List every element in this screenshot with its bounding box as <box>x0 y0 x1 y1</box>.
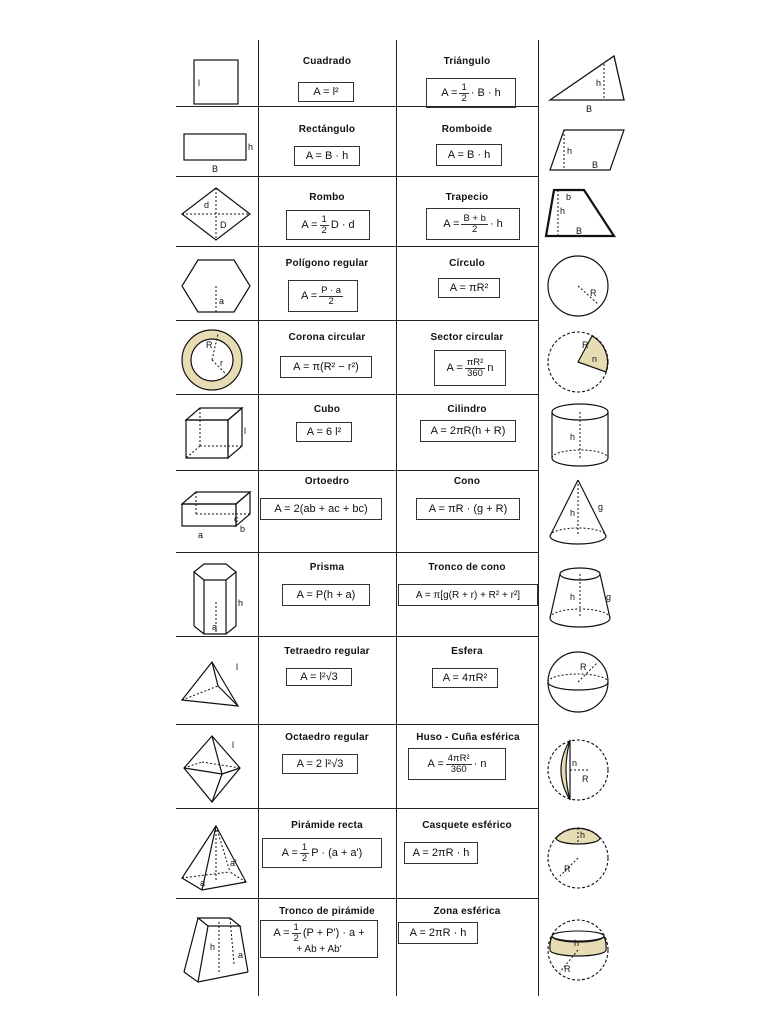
svg-text:h: h <box>238 598 244 608</box>
row-divider <box>176 808 538 809</box>
sphere-figure <box>546 650 610 714</box>
row-divider <box>176 176 538 177</box>
svg-text:a: a <box>219 296 225 306</box>
svg-text:h: h <box>580 830 586 840</box>
shape-name: Pirámide recta <box>291 820 363 831</box>
row-divider <box>176 246 538 247</box>
formula-box: A = π(R² − r²) <box>280 356 372 378</box>
shape-name: Cubo <box>313 404 341 415</box>
formula-box: A = l²√3 <box>286 668 352 686</box>
formula-box: A = $\frac{\text{4πR²}}{360}$ · n <box>408 748 506 780</box>
svg-text:a: a <box>212 622 218 632</box>
svg-text:a: a <box>200 878 206 888</box>
formula-box: A = P(h + a) <box>282 584 370 606</box>
spherical-zone-figure <box>546 916 610 982</box>
annulus-figure <box>180 328 244 392</box>
row-divider <box>176 636 538 637</box>
shape-name: Rectángulo <box>298 124 356 135</box>
column-divider <box>538 40 539 996</box>
shape-name: Rombo <box>309 192 345 203</box>
triangle-figure <box>548 54 628 116</box>
svg-text:a: a <box>238 950 244 960</box>
svg-text:h: h <box>567 146 573 156</box>
spherical-cap-figure <box>546 824 610 890</box>
shape-name: Huso - Cuña esférica <box>416 732 520 743</box>
svg-text:g: g <box>606 592 612 602</box>
formula-box: A = πR · (g + R) <box>416 498 520 520</box>
svg-text:l: l <box>232 740 234 750</box>
svg-text:c: c <box>234 514 239 524</box>
formula-box: A = B · h <box>294 146 360 166</box>
row-divider <box>176 320 538 321</box>
cone-figure <box>548 478 614 548</box>
svg-text:B: B <box>592 160 599 170</box>
side-label: l <box>198 78 200 88</box>
svg-text:n: n <box>592 354 598 364</box>
row-divider <box>176 552 538 553</box>
shape-name: Corona circular <box>288 332 366 343</box>
svg-text:R: R <box>582 774 589 784</box>
formula-box: A = l² <box>298 82 354 102</box>
formula-box: A = 2πR · h <box>398 922 478 944</box>
formula-box: A = πR² <box>438 278 500 298</box>
square-figure <box>190 58 250 108</box>
shape-name: Ortoedro <box>304 476 350 487</box>
svg-text:b: b <box>240 524 246 534</box>
svg-text:h: h <box>560 206 566 216</box>
svg-text:n: n <box>572 758 578 768</box>
svg-text:h: h <box>248 142 254 152</box>
formula-box: A = $\frac{1}{2}$ P · (a + a') <box>262 838 382 868</box>
row-divider <box>176 470 538 471</box>
svg-text:R: R <box>206 340 213 350</box>
spherical-wedge-figure <box>546 736 610 804</box>
formula-box: A = $\frac{B + b}{2}$ · h <box>426 208 520 240</box>
formula-box: A = 2(ab + ac + bc) <box>260 498 382 520</box>
formula-sheet <box>176 40 766 996</box>
svg-text:R: R <box>590 288 597 298</box>
svg-text:B: B <box>586 104 593 114</box>
shape-name: Círculo <box>449 258 485 269</box>
formula-box: A = 2πR · h <box>404 842 478 864</box>
svg-text:l: l <box>244 426 246 436</box>
formula-box: A = 2πR(h + R) <box>420 420 516 442</box>
shape-name: Cilindro <box>447 404 487 415</box>
shape-name: Zona esférica <box>433 906 501 917</box>
formula-box: A = $\frac{1}{2}$ (P + P') · a + + Ab + Ab' <box>260 920 378 958</box>
shape-name: Sector circular <box>430 332 504 343</box>
row-divider <box>176 898 538 899</box>
rectangle-figure <box>182 132 258 176</box>
formula-box: A = 6 l² <box>296 422 352 442</box>
row-divider <box>176 724 538 725</box>
svg-text:b: b <box>566 192 572 202</box>
formula-box: A = $\frac{\text{πR²}}{360}$ n <box>434 350 506 386</box>
shape-name: Trapecio <box>445 192 489 203</box>
formula-box: A = $\frac{1}{2}$ D · d <box>286 210 370 240</box>
shape-name: Casquete esférico <box>422 820 512 831</box>
svg-text:R: R <box>582 340 589 350</box>
shape-name: Prisma <box>309 562 345 573</box>
svg-text:h: h <box>210 942 216 952</box>
cube-figure <box>182 406 252 466</box>
svg-text:R: R <box>564 864 571 874</box>
frustum-cone-figure <box>546 566 616 632</box>
svg-text:h: h <box>570 432 576 442</box>
svg-text:a': a' <box>230 858 237 868</box>
hexagon-figure <box>180 256 252 316</box>
circle-figure <box>546 254 610 318</box>
shape-name: Octaedro regular <box>285 732 369 743</box>
parallelogram-figure <box>548 128 630 176</box>
svg-text:h: h <box>574 938 580 948</box>
shape-name: Triángulo <box>443 56 491 67</box>
shape-name: Cono <box>453 476 481 487</box>
shape-name: Esfera <box>451 646 483 657</box>
prism-figure <box>186 562 246 636</box>
pyramid-figure <box>180 822 252 896</box>
cylinder-figure <box>550 402 612 470</box>
shape-name: Polígono regular <box>285 258 369 269</box>
shape-name: Tronco de pirámide <box>279 906 375 917</box>
formula-box: A = $\frac{P \cdot a}{2}$ <box>288 280 358 312</box>
column-divider <box>396 40 397 996</box>
svg-text:B: B <box>212 164 219 174</box>
svg-text:a: a <box>198 530 204 540</box>
formula-box: A = 4πR² <box>432 668 498 688</box>
cuboid-figure <box>178 486 258 542</box>
sector-figure <box>546 330 610 394</box>
formula-box: A = $\frac{1}{2}$ · B · h <box>426 78 516 108</box>
shape-name: Tetraedro regular <box>284 646 370 657</box>
svg-text:h: h <box>570 508 576 518</box>
svg-text:R: R <box>564 964 571 974</box>
svg-text:d: d <box>204 200 210 210</box>
svg-text:l: l <box>236 662 238 672</box>
svg-text:R: R <box>580 662 587 672</box>
svg-text:h: h <box>570 592 576 602</box>
frustum-pyramid-figure <box>182 914 252 986</box>
svg-text:B: B <box>576 226 583 236</box>
octahedron-figure <box>182 734 244 806</box>
shape-name: Romboide <box>441 124 493 135</box>
svg-text:h: h <box>596 78 602 88</box>
row-divider <box>176 394 538 395</box>
svg-text:g: g <box>598 502 604 512</box>
shape-name: Cuadrado <box>302 56 352 67</box>
formula-box: A = 2 l²√3 <box>282 754 358 774</box>
svg-text:r: r <box>220 358 223 368</box>
column-divider <box>258 40 259 996</box>
tetrahedron-figure <box>180 660 246 718</box>
rhombus-figure <box>180 186 254 244</box>
trapezoid-figure <box>544 186 618 242</box>
formula-box: A = B · h <box>436 144 502 166</box>
svg-text:D: D <box>220 220 227 230</box>
shape-name: Tronco de cono <box>428 562 506 573</box>
formula-box: A = π[g(R + r) + R² + r²] <box>398 584 538 606</box>
